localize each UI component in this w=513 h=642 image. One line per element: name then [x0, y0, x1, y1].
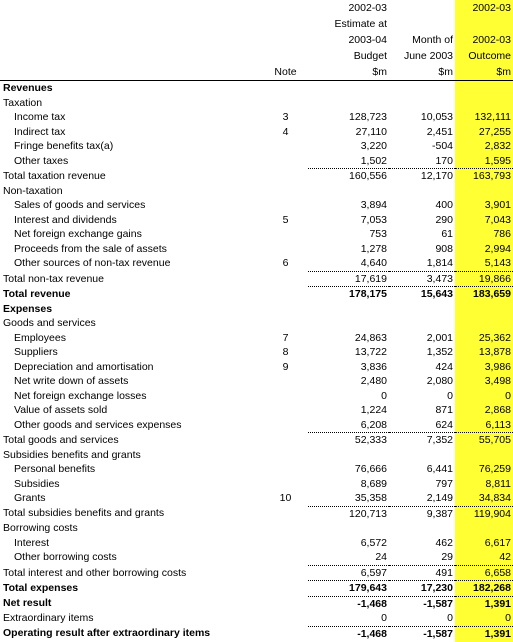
table-row	[0, 581, 513, 597]
row-note-cell	[263, 389, 308, 404]
row-outcome-cell	[455, 96, 513, 111]
budget-header-unit: $m	[308, 64, 389, 81]
budget-header-line-1: 2002-03	[348, 2, 387, 14]
row-label-cell: Net foreign exchange losses	[14, 389, 147, 402]
row-outcome-cell: 6,617	[484, 536, 511, 549]
row-budget-cell: -1,468	[308, 626, 389, 641]
table-row	[0, 506, 513, 521]
row-note-cell	[263, 506, 308, 521]
row-outcome-cell: 19,866	[455, 271, 513, 287]
row-label-cell: Suppliers	[14, 346, 58, 358]
row-budget-cell: 3,220	[360, 140, 387, 152]
table-row	[0, 418, 513, 433]
row-label-cell: Fringe benefits tax(a)	[14, 140, 114, 152]
row-month-cell: 17,230	[389, 581, 455, 597]
table-row	[0, 302, 513, 317]
table-row	[0, 331, 513, 346]
table-row	[0, 227, 513, 242]
outcome-header-line-3: Outcome	[468, 50, 511, 62]
table-row	[0, 536, 513, 551]
row-note-cell	[263, 184, 308, 199]
row-note-cell	[263, 550, 308, 565]
row-note-cell	[263, 96, 308, 111]
row-label-cell: Interest and dividends	[14, 213, 117, 226]
row-outcome-cell: 25,362	[478, 331, 511, 344]
row-month-cell: 61	[441, 228, 453, 240]
row-budget-cell: 6,597	[308, 565, 389, 581]
row-outcome-cell: 55,705	[455, 433, 513, 448]
row-outcome-cell: 3,498	[484, 375, 511, 387]
row-outcome-cell: 34,834	[478, 492, 511, 504]
row-outcome-cell: 119,904	[455, 506, 513, 521]
table-row	[0, 184, 513, 199]
row-budget-cell: 4,640	[360, 257, 387, 269]
row-month-cell: 2,451	[426, 125, 453, 138]
table-row	[0, 139, 513, 154]
table-row	[0, 389, 513, 404]
row-outcome-cell: 183,659	[455, 287, 513, 302]
row-month-cell: 871	[435, 404, 453, 416]
row-outcome-cell: 3,901	[484, 199, 511, 211]
row-label-cell: Indirect tax	[14, 125, 66, 138]
row-label-cell: Taxation	[3, 96, 43, 109]
table-row	[0, 550, 513, 565]
row-outcome-cell: 42	[499, 551, 511, 563]
row-budget-cell: 128,723	[349, 111, 387, 123]
table-row	[0, 374, 513, 389]
table-row	[0, 198, 513, 213]
table-row	[0, 360, 513, 375]
row-budget-cell: 13,722	[354, 346, 387, 358]
row-note-cell	[263, 418, 308, 433]
row-outcome-cell	[455, 184, 513, 199]
row-note-cell	[263, 521, 308, 536]
row-label-cell: Proceeds from the sale of assets	[14, 242, 167, 255]
row-label-cell: Depreciation and amortisation	[14, 360, 154, 373]
row-note-cell: 5	[282, 213, 289, 226]
row-month-cell: 10,053	[420, 111, 453, 123]
table-row	[0, 316, 513, 331]
row-note-cell	[263, 374, 308, 389]
row-label-cell: Employees	[14, 331, 66, 344]
row-note-cell	[263, 626, 308, 641]
row-outcome-cell: 5,143	[484, 257, 511, 269]
row-outcome-cell: 786	[493, 228, 511, 240]
outcome-header-line-2: 2002-03	[472, 34, 511, 46]
table-row	[0, 125, 513, 140]
row-outcome-cell: 6,658	[455, 565, 513, 581]
table-row	[0, 403, 513, 418]
row-label-cell: Operating result after extraordinary items	[3, 627, 211, 640]
row-label-cell: Goods and services	[3, 317, 96, 329]
row-note-cell: 7	[282, 331, 289, 344]
row-month-cell: 0	[447, 389, 453, 402]
table-row	[0, 521, 513, 536]
table-row	[0, 213, 513, 228]
month-header-unit: $m	[389, 64, 455, 81]
row-budget-cell: 24,863	[354, 331, 387, 344]
table-row	[0, 491, 513, 506]
month-header-line-1: Month of	[412, 34, 453, 46]
outcome-header-unit: $m	[455, 64, 513, 81]
row-label-cell: Sales of goods and services	[14, 199, 146, 211]
row-note-cell	[263, 198, 308, 213]
row-month-cell: 170	[435, 154, 453, 167]
table-row	[0, 110, 513, 125]
table-row	[0, 169, 513, 184]
table-row	[0, 462, 513, 477]
row-outcome-cell: 8,811	[485, 477, 511, 490]
row-outcome-cell: 163,793	[455, 169, 513, 184]
row-label-cell: Other taxes	[14, 154, 69, 167]
row-note-cell	[263, 596, 308, 611]
row-month-cell	[389, 184, 455, 199]
row-month-cell: -1,587	[389, 596, 455, 611]
row-note-cell	[263, 536, 308, 551]
row-note-cell	[263, 448, 308, 463]
row-month-cell: 12,170	[389, 169, 455, 184]
month-header-line-2: June 2003	[403, 50, 453, 62]
row-month-cell: 908	[435, 242, 453, 255]
row-outcome-cell	[455, 81, 513, 96]
row-budget-cell	[308, 521, 389, 536]
row-label-cell: Value of assets sold	[14, 404, 108, 416]
table-row	[0, 81, 513, 96]
row-label-cell: Net write down of assets	[14, 375, 129, 387]
row-note-cell	[263, 287, 308, 302]
row-label-cell: Total non-tax revenue	[3, 272, 104, 285]
row-note-cell: 8	[282, 346, 289, 358]
row-outcome-cell: 2,832	[484, 140, 511, 152]
budget-header-line-2: Estimate at	[334, 18, 387, 30]
row-label-cell: Net foreign exchange gains	[14, 228, 142, 240]
row-month-cell: 7,352	[389, 433, 455, 448]
row-note-cell	[263, 139, 308, 154]
row-label-cell: Extraordinary items	[3, 612, 94, 625]
row-month-cell: 6,441	[426, 463, 453, 475]
row-label-cell: Total subsidies benefits and grants	[3, 507, 165, 520]
row-label-cell: Net result	[3, 597, 52, 610]
row-month-cell: 0	[447, 612, 453, 624]
row-label-cell: Interest	[14, 536, 50, 549]
table-row	[0, 242, 513, 257]
row-budget-cell: 52,333	[308, 433, 389, 448]
row-label-cell: Total expenses	[3, 582, 79, 594]
row-outcome-cell: 76,259	[478, 463, 511, 475]
row-budget-cell	[308, 302, 389, 317]
table-row	[0, 448, 513, 463]
row-label-cell: Subsidies benefits and grants	[3, 448, 141, 461]
table-row	[0, 596, 513, 611]
row-month-cell: 2,149	[426, 492, 453, 504]
row-month-cell: 424	[435, 360, 453, 373]
row-label-cell: Total taxation revenue	[3, 169, 106, 182]
row-label-cell: Borrowing costs	[3, 522, 78, 534]
row-budget-cell	[308, 96, 389, 111]
row-month-cell: 491	[389, 565, 455, 581]
row-label-cell: Total revenue	[3, 287, 71, 300]
table-row	[0, 477, 513, 492]
table-row	[0, 611, 513, 626]
row-budget-cell	[308, 316, 389, 331]
row-budget-cell: 7,053	[360, 213, 387, 226]
row-budget-cell: 3,836	[360, 360, 387, 373]
row-month-cell: 9,387	[389, 506, 455, 521]
row-outcome-cell: 13,878	[478, 346, 511, 358]
row-label-cell: Grants	[14, 492, 46, 505]
row-outcome-cell: 182,268	[455, 581, 513, 597]
table-row	[0, 565, 513, 581]
note-header: Note	[263, 64, 308, 81]
row-month-cell: 797	[435, 477, 453, 490]
row-note-cell: 3	[282, 111, 289, 123]
row-budget-cell: 24	[375, 551, 387, 563]
row-month-cell	[389, 521, 455, 536]
table-row	[0, 96, 513, 111]
row-budget-cell	[308, 81, 389, 96]
row-note-cell	[263, 316, 308, 331]
row-label-cell: Income tax	[14, 111, 66, 123]
row-budget-cell: 8,689	[360, 477, 387, 490]
row-budget-cell: 753	[369, 228, 387, 240]
row-note-cell	[263, 565, 308, 581]
budget-header-line-4: Budget	[353, 50, 387, 62]
table-row	[0, 433, 513, 448]
row-budget-cell: 120,713	[308, 506, 389, 521]
row-note-cell	[263, 403, 308, 418]
row-note-cell	[263, 81, 308, 96]
table-row	[0, 256, 513, 271]
row-note-cell	[263, 302, 308, 317]
row-note-cell	[263, 581, 308, 597]
row-note-cell	[263, 227, 308, 242]
row-budget-cell: 0	[381, 612, 387, 624]
row-budget-cell: 35,358	[354, 492, 387, 504]
row-budget-cell: 1,278	[360, 242, 387, 255]
row-note-cell: 9	[282, 360, 289, 373]
row-label-cell: Expenses	[3, 302, 53, 315]
row-outcome-cell: 2,994	[484, 242, 511, 255]
row-label-cell: Non-taxation	[3, 184, 63, 197]
row-outcome-cell	[455, 521, 513, 536]
row-budget-cell: 1,502	[360, 154, 387, 167]
row-note-cell	[263, 169, 308, 184]
row-note-cell: 6	[282, 257, 289, 270]
row-budget-cell: 0	[381, 389, 387, 402]
row-outcome-cell	[455, 448, 513, 463]
row-month-cell: 624	[435, 418, 453, 431]
row-month-cell: 29	[441, 551, 453, 563]
row-note-cell	[263, 611, 308, 626]
row-month-cell: 3,473	[389, 271, 455, 287]
budget-header-line-3: 2003-04	[348, 34, 387, 46]
row-month-cell	[389, 81, 455, 96]
row-budget-cell: 160,556	[308, 169, 389, 184]
row-outcome-cell: 6,113	[485, 418, 511, 431]
table-row	[0, 287, 513, 302]
row-month-cell: 290	[435, 213, 453, 226]
row-budget-cell: 178,175	[308, 287, 389, 302]
row-month-cell	[389, 302, 455, 317]
row-month-cell: 1,352	[426, 346, 453, 358]
row-label-cell: Personal benefits	[14, 463, 96, 475]
row-month-cell: 2,001	[426, 331, 453, 344]
row-outcome-cell: 0	[505, 389, 511, 402]
row-budget-cell: 6,572	[360, 536, 387, 549]
row-month-cell: 462	[435, 536, 453, 549]
row-budget-cell: 76,666	[354, 463, 387, 475]
row-note-cell: 10	[279, 492, 292, 505]
row-budget-cell: 179,643	[308, 581, 389, 597]
row-label-cell: Revenues	[3, 82, 53, 94]
outcome-header-line-1: 2002-03	[472, 2, 511, 14]
row-month-cell	[389, 448, 455, 463]
row-label-cell: Other borrowing costs	[14, 551, 117, 564]
table-row	[0, 271, 513, 287]
row-label-cell: Total goods and services	[3, 433, 119, 446]
row-outcome-cell	[455, 316, 513, 331]
row-note-cell	[263, 271, 308, 287]
table-row	[0, 345, 513, 360]
row-outcome-cell: 1,595	[484, 154, 511, 167]
row-month-cell	[389, 316, 455, 331]
row-month-cell: 2,080	[426, 375, 453, 387]
row-budget-cell: 3,894	[360, 199, 387, 211]
row-month-cell: -504	[431, 140, 453, 152]
row-budget-cell: 27,110	[355, 125, 387, 138]
row-month-cell: -1,587	[389, 626, 455, 641]
row-note-cell	[263, 477, 308, 492]
row-budget-cell: 2,480	[360, 375, 387, 387]
row-month-cell: 1,814	[426, 257, 453, 269]
row-note-cell	[263, 242, 308, 257]
row-label-cell: Other sources of non-tax revenue	[14, 257, 171, 270]
row-note-cell	[263, 433, 308, 448]
row-outcome-cell: 27,255	[478, 125, 511, 138]
row-outcome-cell	[455, 302, 513, 317]
row-note-cell	[263, 462, 308, 477]
row-month-cell: 400	[435, 199, 453, 211]
row-label-cell: Total interest and other borrowing costs	[3, 566, 187, 579]
row-outcome-cell: 1,391	[455, 596, 513, 611]
row-month-cell	[389, 96, 455, 111]
row-budget-cell: 6,208	[360, 418, 387, 431]
row-note-cell: 4	[282, 125, 289, 138]
table-row	[0, 154, 513, 169]
row-outcome-cell: 0	[505, 612, 511, 624]
row-budget-cell: 1,224	[360, 404, 387, 416]
row-outcome-cell: 2,868	[484, 404, 511, 416]
row-label-cell: Other goods and services expenses	[14, 418, 182, 431]
row-outcome-cell: 132,111	[474, 111, 511, 123]
row-outcome-cell: 7,043	[484, 213, 511, 226]
row-note-cell	[263, 154, 308, 169]
table-row	[0, 626, 513, 641]
row-budget-cell: 17,619	[308, 271, 389, 287]
row-budget-cell: -1,468	[308, 596, 389, 611]
row-month-cell: 15,643	[389, 287, 455, 302]
row-outcome-cell: 3,986	[484, 360, 511, 373]
row-label-cell: Subsidies	[14, 477, 60, 490]
row-budget-cell	[308, 184, 389, 199]
row-budget-cell	[308, 448, 389, 463]
row-outcome-cell: 1,391	[455, 626, 513, 641]
